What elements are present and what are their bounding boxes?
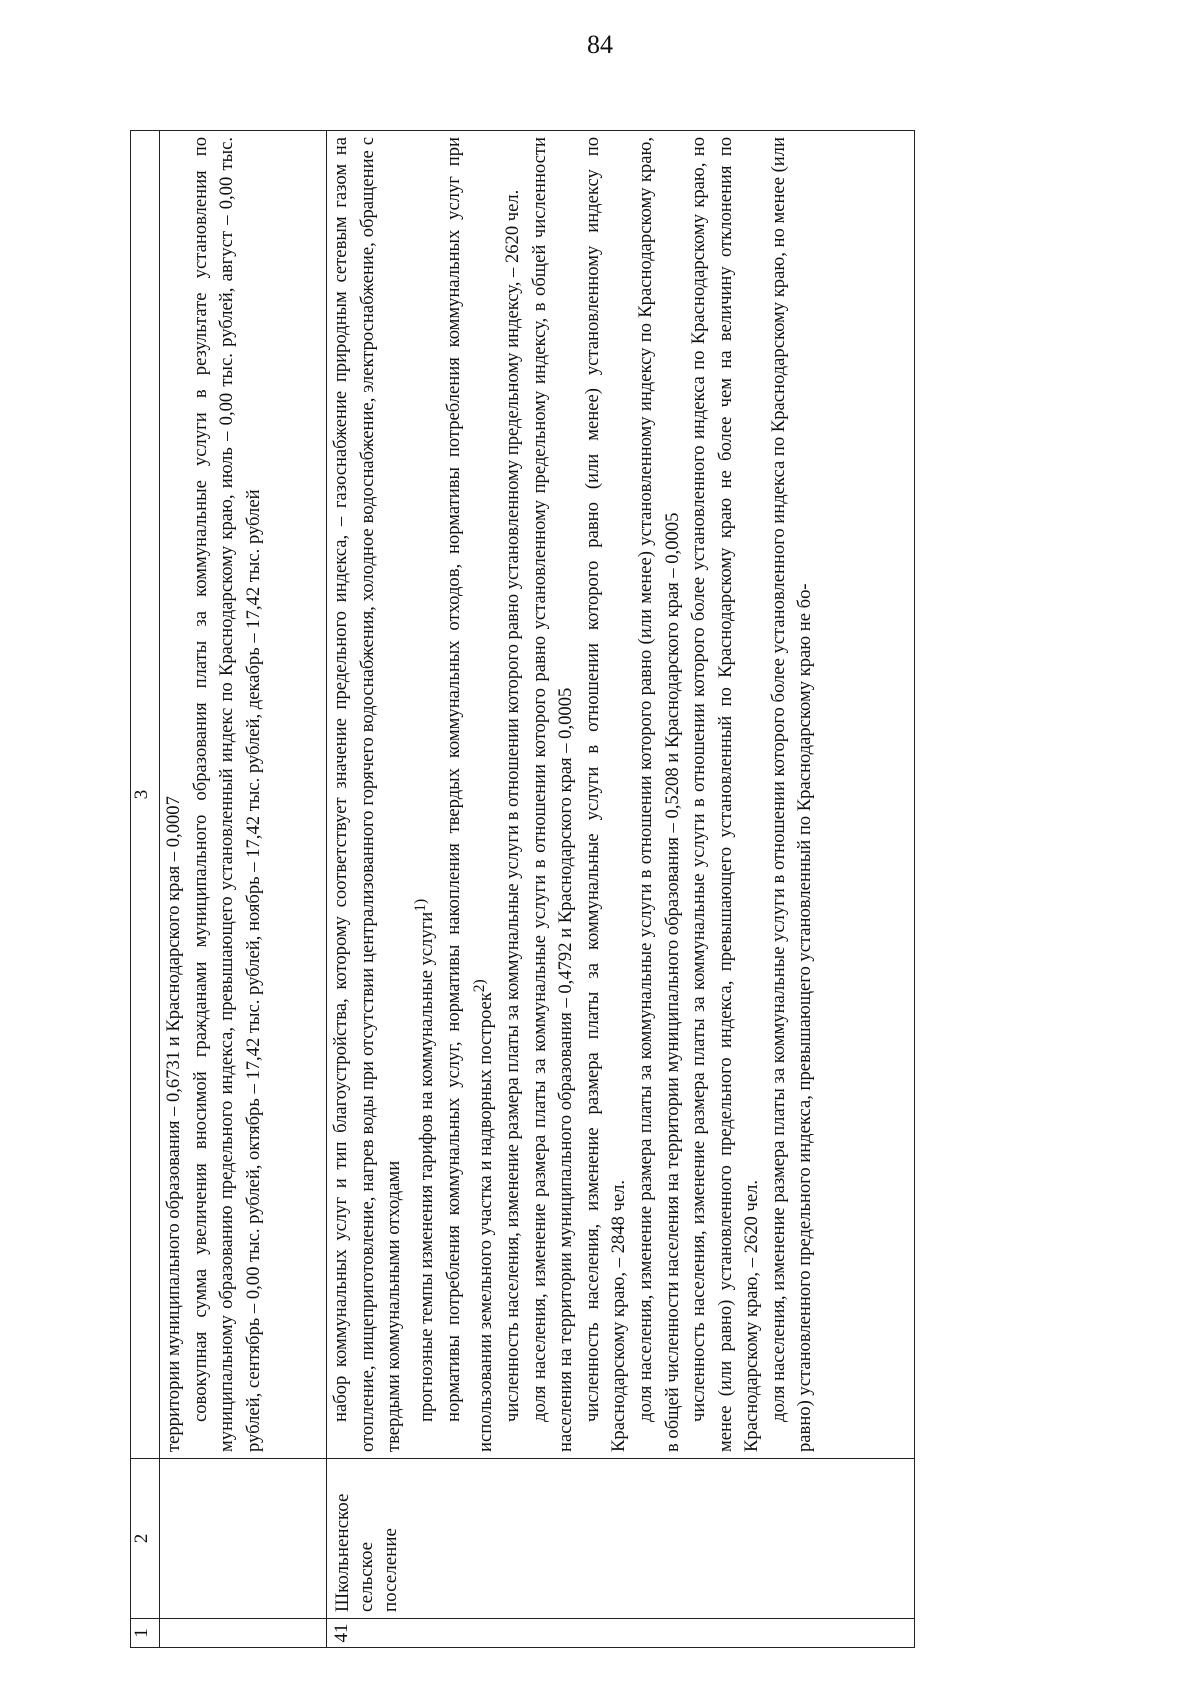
row-number-cell: 41 [327, 1619, 915, 1648]
data-table [130, 130, 915, 1648]
paragraph: численность населения, изменение размера платы за коммунальные услуги в отношении которого более установленного индекса по Краснодарскому краю, но менее (или равно) установленного предельного индекса, превышающего установленный по Краснодарскому краю не более чем на величину отклонения по Краснодарскому краю, – 2620 чел. [688, 137, 763, 1452]
row-number-cell [160, 1619, 327, 1648]
paragraph: доля населения, изменение размера платы за коммунальные услуги в отношении которого более установленного индекса по Краснодарскому краю, но менее (или равно) установленного предельного индекса, превышающего установленный по Краснодарскому краю не бо- [767, 137, 816, 1452]
header-cell-3: 3 [131, 131, 160, 1459]
paragraph-text: нормативы потребления коммунальных услуг, нормативы накопления твердых коммунальных отходов, нормативы потребления коммунальных услуг при использовании земельного участка и надворных построек [442, 137, 497, 1452]
paragraph-text: прогнозные темпы изменения тарифов на коммунальные услуги [415, 911, 437, 1422]
paragraph: набор коммунальных услуг и тип благоустройства, которому соответствует значение предельного индекса, – газоснабжение природным сетевым газом на отопление, пищеприготовление, нагрев воды при отсутствии централизованного горячего водоснабжения, холодное водоснабжение, электроснабжение, обращение с твердыми коммунальными отходами [330, 137, 405, 1452]
paragraph: территории муниципального образования – 0,6731 и Краснодарского края – 0,0007 [163, 796, 184, 1452]
paragraph: доля населения, изменение размера платы за коммунальные услуги в отношении которого равно (или менее) установленному индексу по Краснодарскому краю, в общей численности населения на территории муниципального образования – 0,5208 и Краснодарского края – 0,0005 [634, 137, 683, 1452]
paragraph: численность населения, изменение размера платы за коммунальные услуги в отношении которого равно установленному предельному индексу, – 2620 чел. [501, 189, 523, 1422]
paragraph [408, 137, 441, 1452]
table-row-41 [327, 131, 915, 1648]
paragraph: доля населения, изменение размера платы за коммунальные услуги в отношении которого равно установленному предельному индексу, в общей численности населения на территории муниципального образования – 0,4792 и Краснодарского края – 0,0005 [528, 137, 577, 1452]
table-row-continuation [160, 131, 327, 1648]
page-number: 84 [587, 30, 613, 59]
paragraph: численность населения, изменение размера платы за коммунальные услуги в отношении которого равно (или менее) установленному индексу по Краснодарскому краю, – 2848 чел. [581, 137, 630, 1452]
header-cell-2: 2 [131, 1459, 160, 1619]
header-row [131, 131, 160, 1648]
row-text-cell [160, 131, 327, 1459]
paragraph: совокупная сумма увеличения вносимой гражданами муниципального образования платы за коммунальные услуги в результате установления по муниципальному образованию предельного индекса, превышающего установленный индекс по Краснодарскому краю, июль – 0,00 тыс. рублей, август – 0,00 тыс. рублей, сентябрь – 0,00 тыс. рублей, октябрь – 17,42 тыс. рублей, ноябрь – 17,42 тыс. рублей, декабрь – 17,42 тыс. рублей [189, 137, 264, 1452]
row-name-cell [160, 1459, 327, 1619]
footnote-ref: 1) [411, 898, 429, 912]
header-cell-1: 1 [131, 1619, 160, 1648]
footnote-ref: 2) [471, 979, 489, 993]
paragraph [441, 137, 500, 1452]
municipality-name-cell: Школьненское сельское поселение [327, 1459, 915, 1619]
rotated-table-container [130, 130, 915, 1648]
row-text-cell [327, 131, 915, 1459]
